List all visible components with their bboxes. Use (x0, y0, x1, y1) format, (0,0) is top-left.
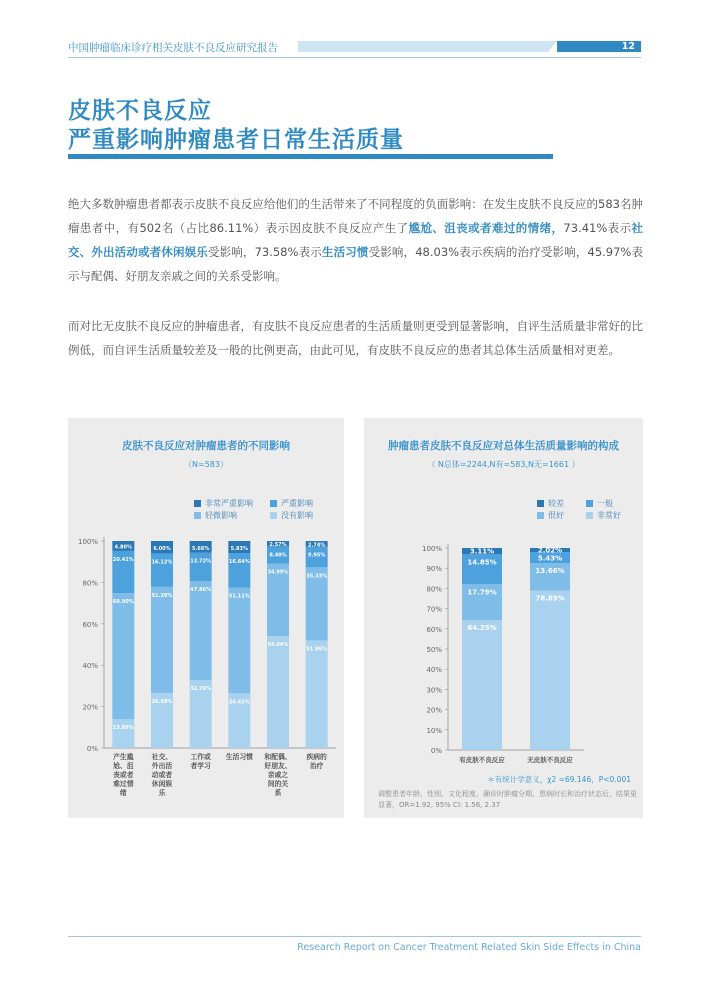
chart1-data-label: 13.72% (190, 558, 212, 565)
chart1-legend-label: 轻微影响 (205, 511, 237, 520)
chart1-data-label: 26.42% (228, 699, 250, 706)
chart1-data-label: 32.76% (190, 686, 212, 693)
chart1-category-label: 丧或者 (113, 771, 134, 779)
chart1-category-label: 尬、沮 (113, 762, 134, 770)
paragraph-2: 而对比无皮肤不良反应的肿瘤患者，有皮肤不良反应患者的生活质量则更受到显著影响，自评生活质量非常好的比例低，而自评生活质量较差及一般的比例更高，由此可见，有皮肤不良反应的患者其总体生活质量相对更差。 (68, 319, 643, 357)
chart1-subtitle: （N=583） (184, 460, 228, 469)
highlight-habits: 生活习惯 (321, 245, 369, 259)
chart2-data-label: 14.85% (467, 558, 497, 567)
chart1-bar-segment (228, 588, 250, 694)
chart2-legend-label: 很好 (548, 511, 564, 520)
chart-panel-impact (68, 418, 344, 818)
chart1-bar-segment (306, 640, 328, 748)
chart1-category-label: 好朋友、 (264, 762, 292, 770)
chart2-category-label: 无皮肤不良反应 (527, 756, 573, 764)
chart1-category-label: 动或者 (151, 771, 173, 779)
chart1-data-label: 2.57% (269, 542, 287, 549)
chart2-bar-segment (462, 620, 502, 750)
chart1-title: 皮肤不良反应对肿瘤患者的不同影响 (122, 440, 290, 452)
chart1-data-label: 8.40% (269, 552, 287, 559)
chart1-category-label: 外出活 (151, 762, 173, 770)
footer-divider (68, 936, 641, 937)
chart1-bar-segment (151, 587, 173, 693)
page-number: 12 (557, 41, 641, 52)
chart1-data-label: 35.33% (306, 573, 328, 580)
chart1-data-label: 16.64% (228, 559, 250, 566)
chart1-data-label: 26.59% (151, 698, 173, 705)
chart2-legend-label: 一般 (597, 499, 613, 508)
chart1-legend-label: 没有影响 (281, 511, 313, 520)
chart1-data-label: 51.96% (306, 646, 328, 653)
chart1-category-label: 产生尴 (113, 753, 134, 761)
chart2-data-label: 78.89% (535, 594, 565, 603)
chart2-category-label: 有皮肤不良反应 (459, 756, 505, 764)
chart1-data-label: 13.89% (112, 725, 134, 732)
chart1-ytick-label: 0% (86, 745, 98, 753)
chart1-data-label: 20.41% (112, 556, 134, 563)
chart1-data-label: 51.29% (151, 592, 173, 599)
chart2-ytick-label: 90% (426, 565, 442, 574)
report-title: 中国肿瘤临床诊疗相关皮肤不良反应研究报告 (68, 42, 278, 54)
paragraph-1 (68, 192, 643, 288)
paragraph-1-text-a: 绝大多数肿瘤患者都表示皮肤不良反应给他们的生活带来了不同程度的负面影响：在发生皮肤不良反应的583名肿瘤患者中，有502名（占比86.11%）表示因皮肤不良反应产生了 (68, 197, 643, 235)
chart1-category-label: 难过情 (113, 780, 134, 788)
chart1-data-label: 16.12% (151, 559, 173, 566)
chart1-data-label: 2.74% (307, 542, 326, 549)
chart2-title: 肿瘤患者皮肤不良反应对总体生活质量影响的构成 (388, 440, 619, 452)
chart1-ytick-label: 80% (82, 579, 98, 588)
chart1-data-label: 9.95% (307, 552, 326, 559)
chart1-bar-segment (190, 553, 212, 581)
chart1-category-label: 疾病的 (306, 753, 327, 761)
chart2-ytick-label: 70% (426, 605, 442, 614)
chart1-category-label: 生活习惯 (225, 753, 253, 761)
header-divider (68, 57, 641, 58)
chart2-ytick-label: 10% (426, 726, 442, 735)
chart2-data-label: 17.79% (467, 588, 497, 597)
chart1-bar-segment (267, 636, 289, 748)
chart2-ytick-label: 50% (426, 646, 442, 654)
chart1-data-label: 60.90% (112, 599, 134, 606)
chart2-ytick-label: 60% (426, 625, 442, 634)
title-underline (68, 154, 553, 159)
chart1-bar-segment (112, 719, 134, 748)
chart-panel-quality (364, 418, 643, 818)
chart2-bar-segment (530, 591, 570, 750)
chart1-legend-label: 严重影响 (281, 499, 313, 508)
chart2-ytick-label: 40% (426, 666, 442, 675)
chart2-plot (364, 418, 643, 818)
paragraph-1-text-d: 受影响，48.03%表示疾病的治疗受影响，45.97%表示与配偶、好朋友亲戚之间的关系受影响。 (68, 245, 644, 283)
page-title-line2: 严重影响肿瘤患者日常生活质量 (68, 127, 404, 153)
chart1-data-label: 5.83% (230, 546, 249, 553)
chart1-data-label: 54.04% (267, 642, 289, 649)
chart1-ytick-label: 20% (82, 703, 98, 712)
chart2-ytick-label: 20% (426, 706, 442, 715)
chart2-ytick-label: 30% (426, 686, 442, 695)
paragraph-1-text-c: 受影响，73.58%表示 (207, 245, 322, 259)
chart2-legend-label: 较差 (548, 499, 564, 508)
chart1-category-label: 和配偶、 (264, 753, 292, 761)
chart1-category-label: 亲戚之 (267, 771, 289, 779)
chart1-data-label: 51.11% (228, 593, 250, 600)
chart2-legend-label: 非常好 (597, 511, 621, 520)
chart1-data-label: 34.99% (267, 569, 289, 576)
chart1-ytick-label: 40% (82, 662, 98, 671)
chart1-data-label: 47.86% (190, 587, 212, 594)
chart1-category-label: 系 (274, 789, 282, 797)
chart1-category-label: 工作或 (190, 753, 211, 761)
chart1-category-label: 者学习 (190, 762, 211, 770)
chart1-ytick-label: 100% (77, 538, 98, 546)
chart2-data-label: 5.43% (537, 554, 563, 563)
chart1-data-label: 6.00% (153, 546, 171, 553)
significance-note: ＊有统计学意义，χ2 =69.146，P<0.001 (487, 775, 631, 784)
chart1-category-label: 间的关 (267, 780, 289, 788)
chart2-data-label: 64.25% (467, 624, 497, 633)
footer-text: Research Report on Cancer Treatment Related Skin Side Effects in China (297, 942, 641, 953)
chart1-category-label: 社交、 (151, 753, 173, 761)
chart2-data-label: 13.66% (535, 567, 565, 576)
header-band-notch (548, 41, 557, 52)
chart1-bar-segment (112, 593, 134, 719)
chart1-plot (68, 418, 344, 818)
highlight-emotions: 尴尬、沮丧或者难过的情绪， (408, 221, 564, 235)
chart1-bar-segment (190, 581, 212, 680)
paragraph-1-text-b: 73.41%表示 (563, 221, 632, 235)
chart1-category-label: 治疗 (309, 762, 324, 770)
chart2-data-label: 3.11% (469, 547, 495, 556)
chart1-legend-label: 非常严重影响 (205, 499, 253, 508)
header-band (298, 41, 548, 52)
chart2-ytick-label: 80% (426, 585, 442, 594)
adjustment-footnote: 调整患者年龄、性别、文化程度、确诊时肿瘤分期、患病时长和治疗状态后，结果更显著，OR=1.92, 95% CI: 1.56, 2.37 (378, 790, 637, 809)
chart2-ytick-label: 100% (421, 545, 442, 553)
chart1-data-label: 5.66% (191, 545, 210, 552)
chart1-category-label: 休闲娱 (151, 780, 173, 788)
chart1-category-label: 乐 (158, 789, 166, 797)
highlight-social: 社交、外出活动或者休闲娱乐 (68, 221, 644, 259)
chart2-data-label: 2.02% (537, 546, 563, 555)
chart1-category-label: 绪 (119, 789, 127, 797)
chart1-data-label: 4.80% (114, 544, 133, 551)
chart2-subtitle: （ N总体=2244,N有=583,N无=1661 ） (427, 460, 580, 469)
chart1-ytick-label: 60% (82, 620, 98, 629)
page-title-line1: 皮肤不良反应 (68, 98, 212, 124)
chart2-ytick-label: 0% (430, 747, 442, 755)
